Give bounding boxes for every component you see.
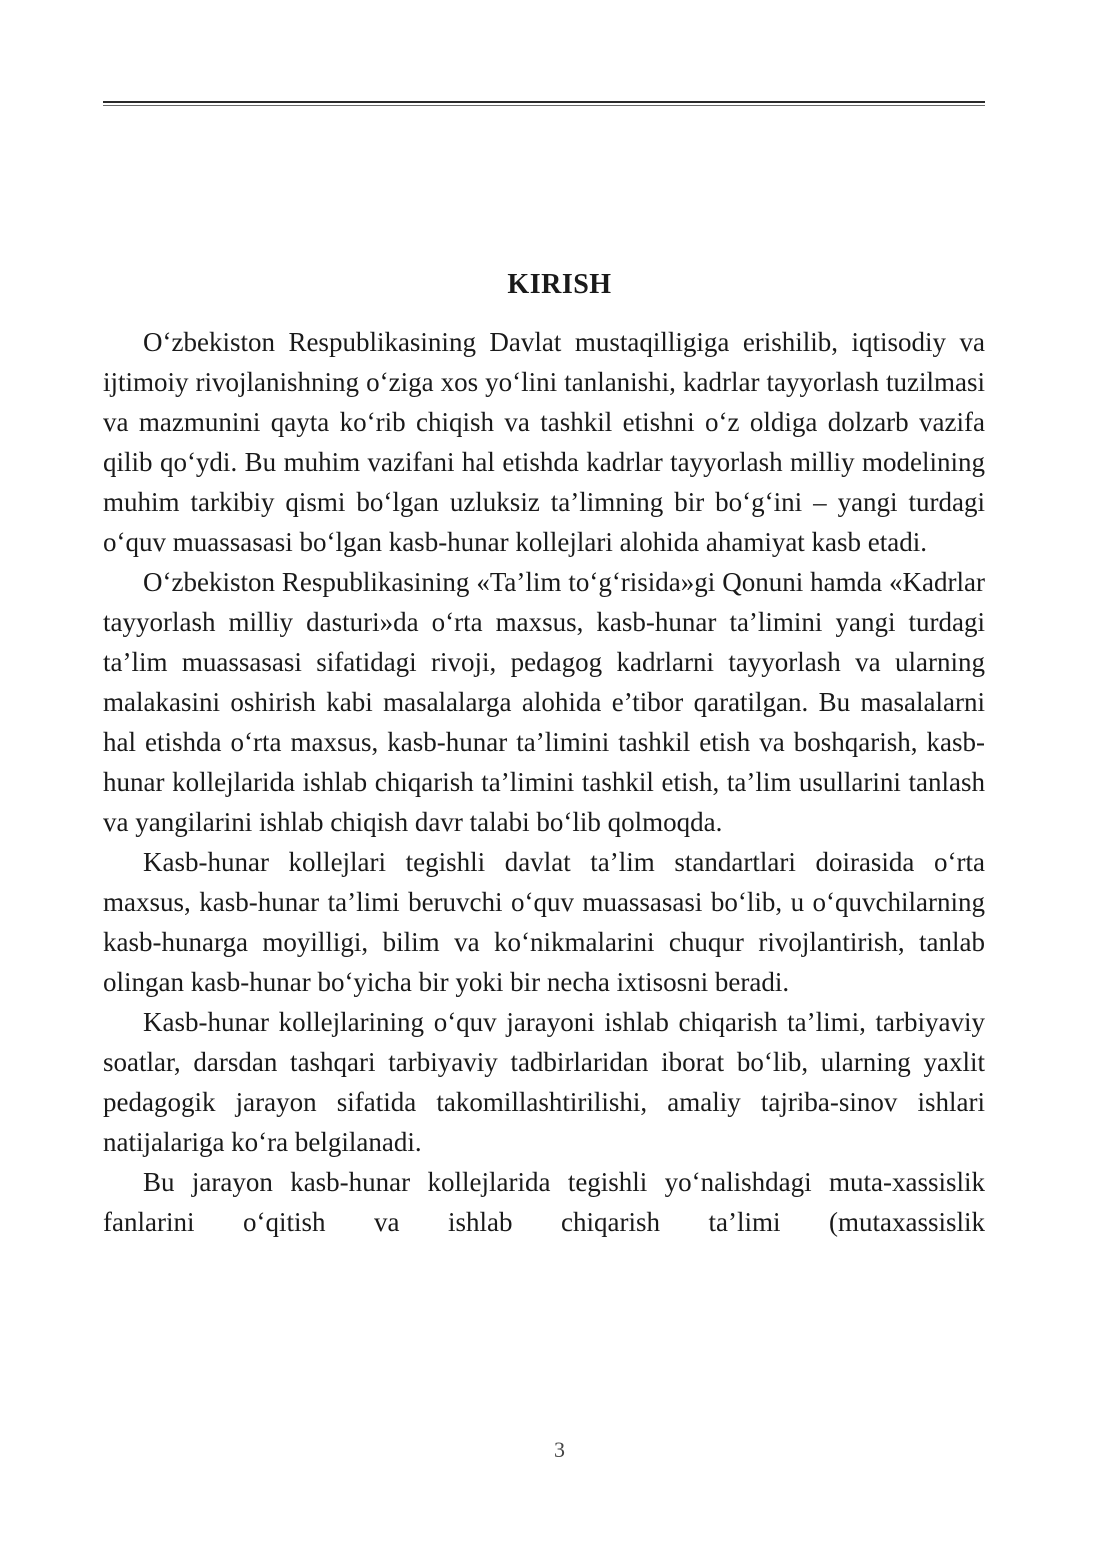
header-rule: [103, 101, 985, 106]
paragraph-1: O‘zbekiston Respublikasining Davlat mustaqilligiga erishilib, iqtisodiy va ijtimoiy rivojlanishning o‘ziga xos yo‘lini tanlanishi, kadrlar tayyorlash tuzilmasi va mazmunini qayta ko‘rib chiqish va tashkil etishni o‘z oldiga dolzarb vazifa qilib qo‘ydi. Bu muhim vazifani hal etishda kadrlar tayyorlash milliy modelining muhim tarkibiy qismi bo‘lgan uzluksiz ta’limning bir bo‘g‘ini – yangi turdagi o‘quv muassasasi bo‘lgan kasb-hunar kollejlari alohida ahamiyat kasb etadi.: [103, 327, 985, 557]
paragraph-4: Kasb-hunar kollejlarining o‘quv jarayoni ishlab chiqarish ta’limi, tarbiyaviy soatlar, darsdan tashqari tarbiyaviy tadbirlaridan iborat bo‘lib, ularning yaxlit pedagogik jarayon sifatida takomillashtirilishi, amaliy tajriba-sinov ishlari natijalariga ko‘ra belgilanadi.: [103, 1007, 985, 1157]
paragraph-2: O‘zbekiston Respublikasining «Ta’lim to‘g‘risida»gi Qonuni hamda «Kadrlar tayyorlash milliy dasturi»da o‘rta maxsus, kasb-hunar ta’limini yangi turdagi ta’lim muassasasi sifatidagi rivoji, pedagog kadrlarni tayyorlash va ularning malakasini oshirish kabi masalalarga alohida e’tibor qaratilgan. Bu masalalarni hal etishda o‘rta maxsus, kasb-hunar ta’limini tashkil etish va boshqarish, kasb-hunar kollejlarida ishlab chiqarish ta’limini tashkil etish, ta’lim usullarini tanlash va yangilarini ishlab chiqish davr talabi bo‘lib qolmoqda.: [103, 567, 985, 837]
paragraph-5: Bu jarayon kasb-hunar kollejlarida tegishli yo‘nalishdagi muta-xassislik fanlarini o‘qitish va ishlab chiqarish ta’limi (mutaxassislik: [103, 1167, 985, 1237]
page-title: KIRISH: [507, 269, 612, 300]
body-text: [103, 322, 985, 1242]
paragraph-3: Kasb-hunar kollejlari tegishli davlat ta’lim standartlari doirasida o‘rta maxsus, kasb-hunar ta’limi beruvchi o‘quv muassasasi bo‘lib, u o‘quvchilarning kasb-hunarga moyilligi, bilim va ko‘nikmalarini chuqur rivojlantirish, tanlab olingan kasb-hunar bo‘yicha bir yoki bir necha ixtisosni beradi.: [103, 847, 985, 997]
page-number: 3: [554, 1437, 565, 1462]
